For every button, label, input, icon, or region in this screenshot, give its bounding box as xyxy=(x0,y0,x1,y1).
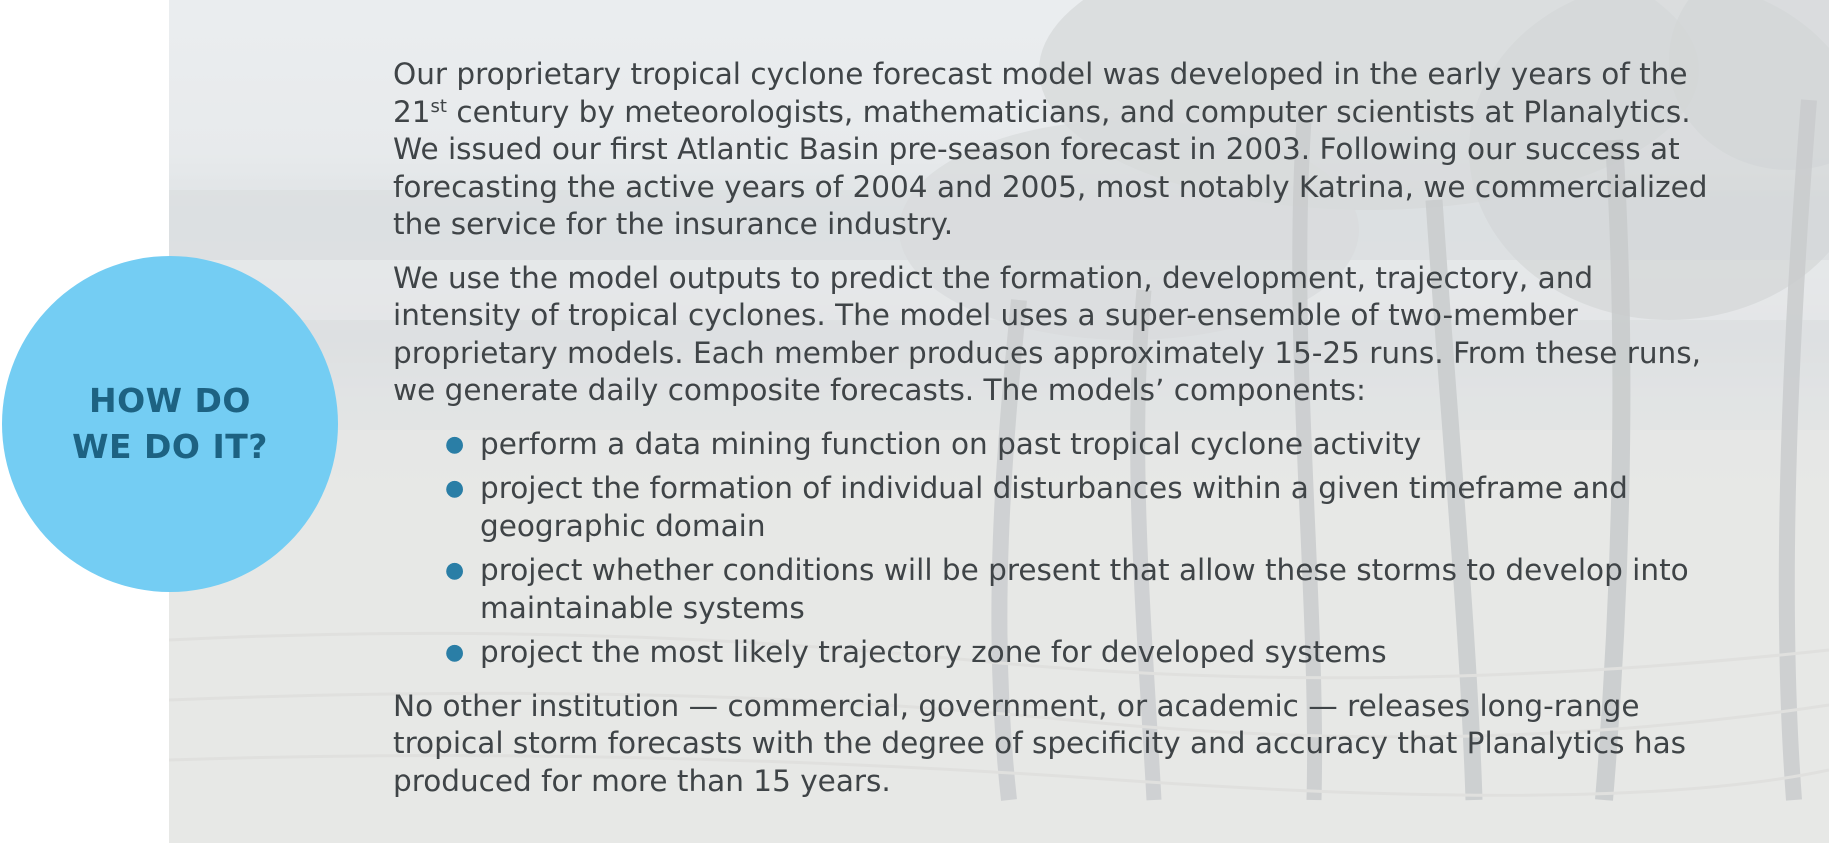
badge-heading-line1: HOW DO xyxy=(88,381,251,420)
list-item-text: project whether conditions will be present that allow these storms to develop into maintainable systems xyxy=(480,553,1689,625)
list-item xyxy=(393,470,1723,545)
section-badge xyxy=(2,256,338,592)
ordinal-suffix: st xyxy=(430,95,447,117)
bullet-dot-icon: ● xyxy=(445,476,465,501)
method-paragraph: We use the model outputs to predict the formation, development, trajectory, and intensity of tropical cyclones. The model uses a super-ensemble of two-member proprietary models. Each member produces approximately 15-25 runs. From these runs, we generate daily composite forecasts. The models’ components: xyxy=(393,260,1701,407)
list-item xyxy=(393,426,1723,464)
list-item-text: project the most likely trajectory zone for developed systems xyxy=(480,635,1387,669)
components-list xyxy=(393,426,1723,672)
bullet-dot-icon: ● xyxy=(445,431,465,457)
list-item xyxy=(393,634,1723,672)
bullet-dot-icon: ● xyxy=(445,640,465,665)
bullet-dot-icon: ● xyxy=(445,558,465,583)
intro-text-start: Our proprietary tropical cyclone forecast model was developed in the early years of the 21 xyxy=(393,57,1688,129)
badge-heading-line2: WE DO IT? xyxy=(72,427,268,466)
list-item-text: perform a data mining function on past tropical cyclone activity xyxy=(480,426,1422,461)
list-item-text: project the formation of individual disturbances within a given timeframe and geographic domain xyxy=(480,471,1628,543)
body-content xyxy=(393,56,1723,816)
closing-paragraph: No other institution — commercial, government, or academic — releases long-range tropical storm forecasts with the degree of specificity and accuracy that Planalytics has produced for more than 15 years. xyxy=(393,688,1687,798)
intro-text-end: century by meteorologists, mathematicians, and computer scientists at Planalytics. We issued our first Atlantic Basin pre-season forecast in 2003. Following our success at forecasting the active years of 2004 and 2005, most notably Katrina, we commercialized the service for the insurance industry. xyxy=(393,94,1708,241)
intro-paragraph xyxy=(393,56,1723,244)
list-item xyxy=(393,552,1723,627)
badge-heading xyxy=(50,378,290,470)
